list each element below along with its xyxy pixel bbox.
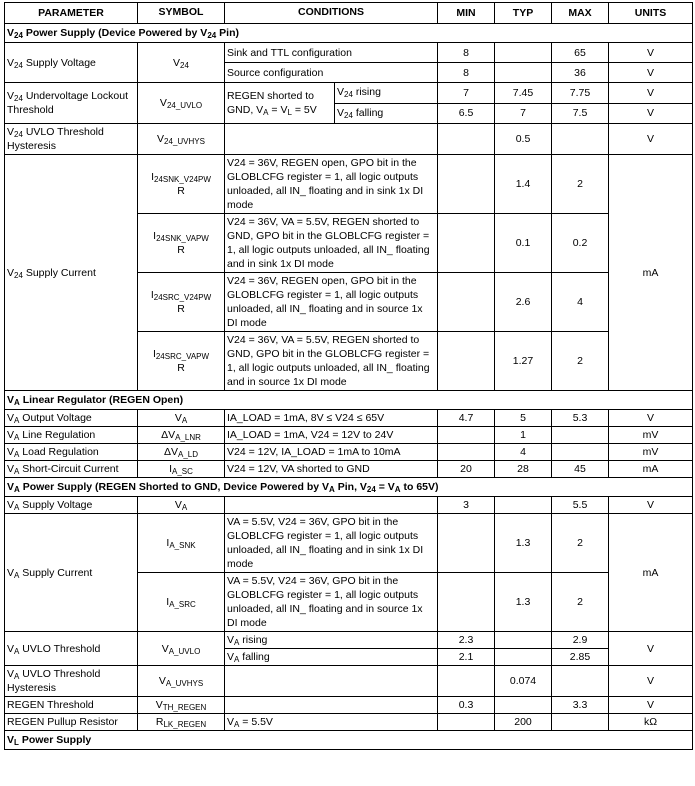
max-value: 2: [552, 514, 609, 573]
max-value: 45: [552, 461, 609, 478]
param-va-uvlo: $V_A$ UVLO Threshold: [5, 632, 138, 666]
typ-value: 1: [495, 427, 552, 444]
typ-value: [495, 63, 552, 83]
col-header-symbol: SYMBOL: [138, 3, 225, 23]
col-header-max: MAX: [552, 3, 609, 24]
condition: V24 = 36V, REGEN open, GPO bit in the GLOBLCFG register = 1, all logic outputs unloaded, all IN_ floating and in sink 1x DI mode: [225, 155, 438, 214]
symbol: $I_{24SNK\_VAPW}$ R: [138, 214, 225, 273]
symbol: $\Delta V_{A\_LD}$: [138, 444, 225, 461]
table-row: [5, 714, 693, 731]
table-row: [5, 444, 693, 461]
min-value: 2.3: [438, 632, 495, 649]
max-value: 2: [552, 573, 609, 632]
table-row: [5, 666, 693, 697]
units-value: V: [609, 697, 693, 714]
max-value: [552, 666, 609, 697]
max-value: [552, 124, 609, 155]
max-value: 3.3: [552, 697, 609, 714]
symbol: $V_{24}$: [138, 43, 225, 83]
symbol: $I_{A\_SNK}$: [138, 514, 225, 573]
min-value: [438, 666, 495, 697]
min-value: 8: [438, 63, 495, 83]
param-va-output-voltage: $V_A$ Output Voltage: [5, 410, 138, 427]
units-value: V: [609, 410, 693, 427]
min-value: [438, 214, 495, 273]
col-header-parameter: PARAMETER: [5, 3, 138, 24]
max-value: [552, 427, 609, 444]
min-value: [438, 155, 495, 214]
max-value: 5.3: [552, 410, 609, 427]
typ-value: [495, 632, 552, 649]
units-value: V: [609, 497, 693, 514]
symbol: $V_{TH\_REGEN}$: [138, 697, 225, 714]
typ-value: [495, 43, 552, 63]
col-header-units: UNITS: [609, 3, 693, 24]
condition: [225, 666, 438, 697]
table-row: [5, 427, 693, 444]
max-value: 5.5: [552, 497, 609, 514]
units-value: mV: [609, 427, 693, 444]
typ-value: 7: [495, 103, 552, 124]
max-value: 2.9: [552, 632, 609, 649]
units-value: V: [609, 43, 693, 63]
min-value: 4.7: [438, 410, 495, 427]
min-value: [438, 332, 495, 391]
condition: [225, 124, 438, 155]
symbol: $I_{A\_SRC}$: [138, 573, 225, 632]
min-value: 2.1: [438, 649, 495, 666]
section-title: $V_L$ Power Supply: [5, 731, 693, 750]
typ-value: 0.074: [495, 666, 552, 697]
section-va-regulator: [5, 391, 693, 410]
param-v24-supply-current: $V_{24}$ Supply Current: [5, 155, 138, 391]
col-header-min: MIN: [438, 3, 495, 24]
units-value: mA: [609, 155, 693, 391]
units-value: V: [609, 666, 693, 697]
header-row: [5, 3, 693, 24]
col-header-typ: TYP: [495, 3, 552, 24]
typ-value: 1.3: [495, 573, 552, 632]
units-value: V: [609, 124, 693, 155]
max-value: 4: [552, 273, 609, 332]
param-v24-supply-voltage: $V_{24}$ Supply Voltage: [5, 43, 138, 83]
min-value: [438, 273, 495, 332]
max-value: 2: [552, 332, 609, 391]
condition-falling: $V_{24}$ falling: [337, 106, 384, 120]
param-va-uvhys: $V_A$ UVLO Threshold Hysteresis: [5, 666, 138, 697]
condition: V24 = 36V, VA = 5.5V, REGEN shorted to GND, GPO bit in the GLOBLCFG register = 1, all logic outputs unloaded, all IN_ floating and in source 1x DI mode: [225, 332, 438, 391]
max-value: 2: [552, 155, 609, 214]
typ-value: 28: [495, 461, 552, 478]
max-value: [552, 444, 609, 461]
param-va-load-regulation: $V_A$ Load Regulation: [5, 444, 138, 461]
typ-value: 0.1: [495, 214, 552, 273]
section-title: $V_{24}$ Power Supply (Device Powered by $V_{24}$ Pin): [5, 24, 693, 43]
condition: [225, 497, 438, 514]
max-value: 65: [552, 43, 609, 63]
symbol: $R_{LK\_REGEN}$: [138, 714, 225, 731]
units-value: mA: [609, 514, 693, 632]
typ-value: 0.5: [495, 124, 552, 155]
symbol: $V_{A\_UVLO}$: [138, 632, 225, 666]
units-value: V: [609, 83, 693, 104]
condition: [225, 83, 438, 124]
units-value: V: [609, 632, 693, 666]
symbol: $V_A$: [138, 410, 225, 427]
max-value: 2.85: [552, 649, 609, 666]
symbol: $V_{A\_UVHYS}$: [138, 666, 225, 697]
table-row: [5, 514, 693, 573]
units-value: kΩ: [609, 714, 693, 731]
min-value: [438, 444, 495, 461]
units-value: mA: [609, 461, 693, 478]
typ-value: 5: [495, 410, 552, 427]
col-header-symbol-conditions: [138, 3, 438, 24]
param-regen-threshold: REGEN Threshold: [5, 697, 138, 714]
units-value: mV: [609, 444, 693, 461]
condition: IA_LOAD = 1mA, 8V ≤ V24 ≤ 65V: [225, 410, 438, 427]
symbol: $I_{24SRC\_VAPW}$ R: [138, 332, 225, 391]
col-header-conditions: CONDITIONS: [298, 6, 364, 18]
max-value: 7.75: [552, 83, 609, 104]
condition: V24 = 12V, IA_LOAD = 1mA to 10mA: [225, 444, 438, 461]
table-row: [5, 497, 693, 514]
typ-value: [495, 497, 552, 514]
symbol: $V_A$: [138, 497, 225, 514]
param-va-short-circuit-current: $V_A$ Short-Circuit Current: [5, 461, 138, 478]
typ-value: [495, 649, 552, 666]
max-value: 0.2: [552, 214, 609, 273]
condition: $V_A$ falling: [225, 649, 438, 666]
condition: Source configuration: [225, 63, 438, 83]
symbol: $I_{24SRC\_V24PW}$ R: [138, 273, 225, 332]
min-value: 8: [438, 43, 495, 63]
min-value: 7: [438, 83, 495, 104]
units-value: V: [609, 63, 693, 83]
param-v24-uvhys: $V_{24}$ UVLO Threshold Hysteresis: [5, 124, 138, 155]
typ-value: 1.3: [495, 514, 552, 573]
param-v24-uvlo: $V_{24}$ Undervoltage Lockout Threshold: [5, 83, 138, 124]
condition: $V_A = 5.5V$: [225, 714, 438, 731]
condition: VA = 5.5V, V24 = 36V, GPO bit in the GLOBLCFG register = 1, all logic outputs unloaded, all IN_ floating and in sink 1x DI mode: [225, 514, 438, 573]
condition: V24 = 36V, REGEN open, GPO bit in the GLOBLCFG register = 1, all logic outputs unloaded, all IN_ floating and in source 1x DI mode: [225, 273, 438, 332]
typ-value: 2.6: [495, 273, 552, 332]
table-row: [5, 410, 693, 427]
section-vl-power: [5, 731, 693, 750]
max-value: 36: [552, 63, 609, 83]
symbol: $V_{24\_UVLO}$: [138, 83, 225, 124]
section-title: $V_A$ Power Supply (REGEN Shorted to GND, Device Powered by $V_A$ Pin, $V_{24} = V_A$ to 65V): [5, 478, 693, 497]
typ-value: 4: [495, 444, 552, 461]
param-va-supply-current: $V_A$ Supply Current: [5, 514, 138, 632]
condition: VA = 5.5V, V24 = 36V, GPO bit in the GLOBLCFG register = 1, all logic outputs unloaded, all IN_ floating and in source 1x DI mode: [225, 573, 438, 632]
table-row: [5, 124, 693, 155]
condition: IA_LOAD = 1mA, V24 = 12V to 24V: [225, 427, 438, 444]
table-row: [5, 697, 693, 714]
typ-value: 7.45: [495, 83, 552, 104]
table-row: [5, 632, 693, 649]
min-value: 20: [438, 461, 495, 478]
table-row: [5, 43, 693, 63]
symbol: $I_{24SNK\_V24PW}$ R: [138, 155, 225, 214]
electrical-characteristics-table: [4, 2, 693, 750]
typ-value: 1.27: [495, 332, 552, 391]
table-row: [5, 155, 693, 214]
min-value: [438, 514, 495, 573]
condition: [225, 697, 438, 714]
min-value: 3: [438, 497, 495, 514]
min-value: [438, 714, 495, 731]
max-value: 7.5: [552, 103, 609, 124]
condition: $V_A$ rising: [225, 632, 438, 649]
param-va-line-regulation: $V_A$ Line Regulation: [5, 427, 138, 444]
condition-common: REGEN shorted to GND, $V_A = V_L = 5V$: [225, 83, 335, 123]
units-value: V: [609, 103, 693, 124]
section-title: $V_A$ Linear Regulator (REGEN Open): [5, 391, 693, 410]
min-value: 0.3: [438, 697, 495, 714]
typ-value: 1.4: [495, 155, 552, 214]
symbol: $V_{24\_UVHYS}$: [138, 124, 225, 155]
min-value: 6.5: [438, 103, 495, 124]
table-row: [5, 461, 693, 478]
typ-value: 200: [495, 714, 552, 731]
condition: Sink and TTL configuration: [225, 43, 438, 63]
min-value: [438, 573, 495, 632]
table-row: [5, 83, 693, 104]
min-value: [438, 124, 495, 155]
typ-value: [495, 697, 552, 714]
condition: V24 = 12V, VA shorted to GND: [225, 461, 438, 478]
condition: V24 = 36V, VA = 5.5V, REGEN shorted to GND, GPO bit in the GLOBLCFG register = 1, all logic outputs unloaded, all IN_ floating and in sink 1x DI mode: [225, 214, 438, 273]
section-v24-power: [5, 24, 693, 43]
param-va-supply-voltage: $V_A$ Supply Voltage: [5, 497, 138, 514]
symbol: $I_{A\_SC}$: [138, 461, 225, 478]
section-va-power: [5, 478, 693, 497]
param-regen-pullup: REGEN Pullup Resistor: [5, 714, 138, 731]
symbol: $\Delta V_{A\_LNR}$: [138, 427, 225, 444]
condition-rising: $V_{24}$ rising: [335, 83, 437, 104]
min-value: [438, 427, 495, 444]
max-value: [552, 714, 609, 731]
